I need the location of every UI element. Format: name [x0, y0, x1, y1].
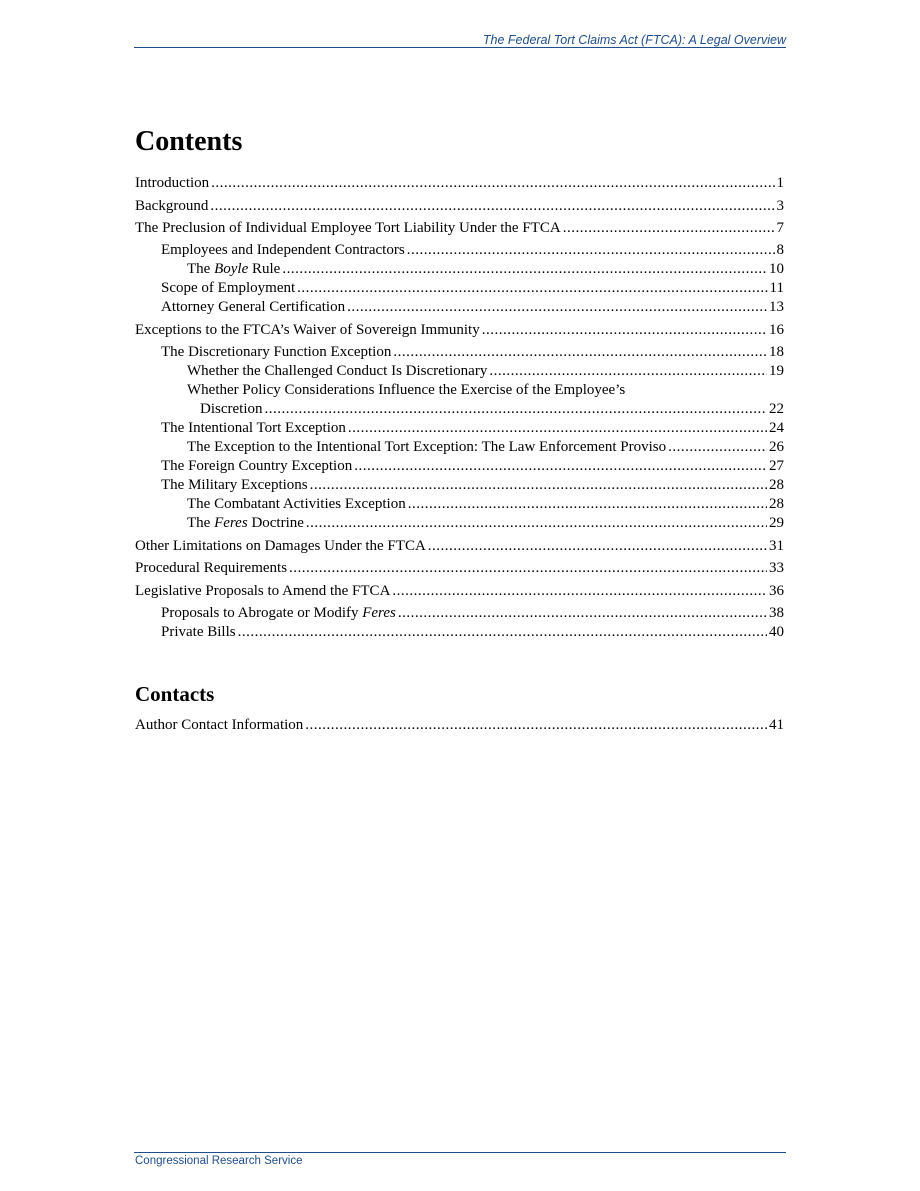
footer-rule: [134, 1152, 786, 1153]
toc-entry-page: 24: [769, 420, 784, 436]
toc-entry-title: Private Bills: [161, 624, 236, 640]
toc-entry-page: 8: [776, 242, 784, 258]
toc-entry-policy-considerations[interactable]: Whether Policy Considerations Influence the Exercise of the Employee’s: [187, 382, 626, 398]
toc-entry-other-limitations[interactable]: [135, 537, 784, 556]
toc-entry-title: The Intentional Tort Exception: [161, 420, 346, 436]
toc-entry-title: Other Limitations on Damages Under the FTCA: [135, 538, 426, 554]
dot-leader: [306, 514, 767, 533]
toc-entry-author-contact[interactable]: [135, 716, 784, 735]
toc-entry-title: The Military Exceptions: [161, 477, 308, 493]
toc-entry-title-italic: Feres: [214, 515, 248, 531]
dot-leader: [398, 604, 767, 623]
toc-entry-page: 18: [769, 344, 784, 360]
dot-leader: [297, 279, 767, 298]
header-rule: [134, 47, 786, 48]
toc-entry-title-italic: Boyle: [214, 261, 249, 277]
toc-entry-page: 22: [769, 401, 784, 417]
toc-entry-policy-considerations-cont[interactable]: [200, 400, 784, 419]
toc-entry-title-part: Doctrine: [247, 515, 304, 531]
toc-entry-title: Background: [135, 198, 209, 214]
dot-leader: [348, 419, 767, 438]
toc-entry-discretionary-function[interactable]: [161, 343, 784, 362]
toc-entry-attorney-general-certification[interactable]: [161, 298, 784, 317]
toc-entry-page: 28: [769, 496, 784, 512]
toc-entry-combatant-activities[interactable]: [187, 495, 784, 514]
toc-entry-title: The Exception to the Intentional Tort Exception: The Law Enforcement Proviso: [187, 439, 667, 455]
toc-entry-page: 16: [769, 322, 784, 338]
running-header-title: The Federal Tort Claims Act (FTCA): A Legal Overview: [482, 33, 786, 47]
toc-entry-title: [187, 514, 304, 533]
dot-leader: [347, 298, 767, 317]
dot-leader: [489, 362, 767, 381]
toc-entry-title-part: The: [187, 515, 215, 531]
toc-entry-title: Employees and Independent Contractors: [161, 242, 405, 258]
toc-entry-title: Author Contact Information: [135, 717, 304, 733]
toc-entry-page: 29: [769, 515, 784, 531]
toc-entry-scope-of-employment[interactable]: [161, 279, 784, 298]
toc-entry-page: 31: [769, 538, 784, 554]
dot-leader: [264, 400, 767, 419]
toc-entry-title: Legislative Proposals to Amend the FTCA: [135, 583, 391, 599]
toc-entry-exceptions[interactable]: [135, 321, 784, 340]
dot-leader: [211, 174, 774, 193]
dot-leader: [668, 438, 767, 457]
toc-entry-title: The Discretionary Function Exception: [161, 344, 392, 360]
toc-entry-page: 7: [776, 220, 784, 236]
toc-entry-page: 3: [776, 198, 784, 214]
toc-entry-page: 11: [769, 280, 784, 296]
toc-entry-preclusion[interactable]: [135, 219, 784, 238]
toc-entry-title-part: Rule: [248, 261, 281, 277]
toc-entry-challenged-conduct[interactable]: [187, 362, 784, 381]
toc-entry-page: 36: [769, 583, 784, 599]
toc-entry-intentional-tort[interactable]: [161, 419, 784, 438]
dot-leader: [393, 343, 767, 362]
toc-entry-page: 10: [769, 261, 784, 277]
toc-entry-title: [161, 604, 396, 623]
toc-entry-title-italic: Feres: [362, 605, 396, 621]
toc-entry-military-exceptions[interactable]: [161, 476, 784, 495]
toc-entry-employees-contractors[interactable]: [161, 241, 784, 260]
dot-leader: [408, 495, 767, 514]
toc-entry-page: 19: [769, 363, 784, 379]
dot-leader: [282, 260, 767, 279]
toc-entry-title: Procedural Requirements: [135, 560, 288, 576]
toc-entry-foreign-country[interactable]: [161, 457, 784, 476]
footer-publisher: Congressional Research Service: [135, 1155, 303, 1167]
dot-leader: [310, 476, 767, 495]
toc-entry-page: 38: [769, 605, 784, 621]
toc-entry-page: 1: [776, 175, 784, 191]
toc-entry-title-part: Proposals to Abrogate or Modify: [161, 605, 363, 621]
dot-leader: [392, 582, 767, 601]
dot-leader: [428, 537, 767, 556]
toc-entry-title: The Preclusion of Individual Employee Tort Liability Under the FTCA: [135, 220, 561, 236]
dot-leader: [210, 197, 774, 216]
dot-leader: [563, 219, 775, 238]
toc-entry-page: 27: [769, 458, 784, 474]
toc-entry-abrogate-feres[interactable]: [161, 604, 784, 623]
toc-entry-title: [187, 260, 280, 279]
toc-entry-boyle-rule[interactable]: [187, 260, 784, 279]
toc-entry-page: 26: [769, 439, 784, 455]
toc-entry-page: 40: [769, 624, 784, 640]
dot-leader: [407, 241, 775, 260]
toc-entry-title: Whether the Challenged Conduct Is Discretionary: [187, 363, 488, 379]
toc-entry-title-part: The: [187, 261, 215, 277]
toc-entry-title: Introduction: [135, 175, 210, 191]
toc-entry-procedural-requirements[interactable]: [135, 559, 784, 578]
toc-entry-page: 41: [769, 717, 784, 733]
toc-entry-background[interactable]: [135, 197, 784, 216]
toc-entry-title: Exceptions to the FTCA’s Waiver of Sovereign Immunity: [135, 322, 480, 338]
dot-leader: [238, 623, 767, 642]
toc-entry-title: The Foreign Country Exception: [161, 458, 353, 474]
contents-heading: Contents: [135, 126, 243, 157]
toc-entry-page: 28: [769, 477, 784, 493]
toc-entry-law-enforcement-proviso[interactable]: [187, 438, 784, 457]
contacts-heading: Contacts: [135, 682, 215, 706]
dot-leader: [305, 716, 767, 735]
toc-entry-page: 33: [769, 560, 784, 576]
toc-entry-page: 13: [769, 299, 784, 315]
toc-entry-legislative-proposals[interactable]: [135, 582, 784, 601]
toc-entry-private-bills[interactable]: [161, 623, 784, 642]
dot-leader: [482, 321, 767, 340]
dot-leader: [354, 457, 767, 476]
toc-entry-introduction[interactable]: [135, 174, 784, 193]
toc-entry-title: Discretion: [200, 401, 263, 417]
toc-entry-title: The Combatant Activities Exception: [187, 496, 406, 512]
toc-entry-title: Scope of Employment: [161, 280, 296, 296]
dot-leader: [289, 559, 767, 578]
toc-entry-title: Attorney General Certification: [161, 299, 346, 315]
toc-entry-feres-doctrine[interactable]: [187, 514, 784, 533]
